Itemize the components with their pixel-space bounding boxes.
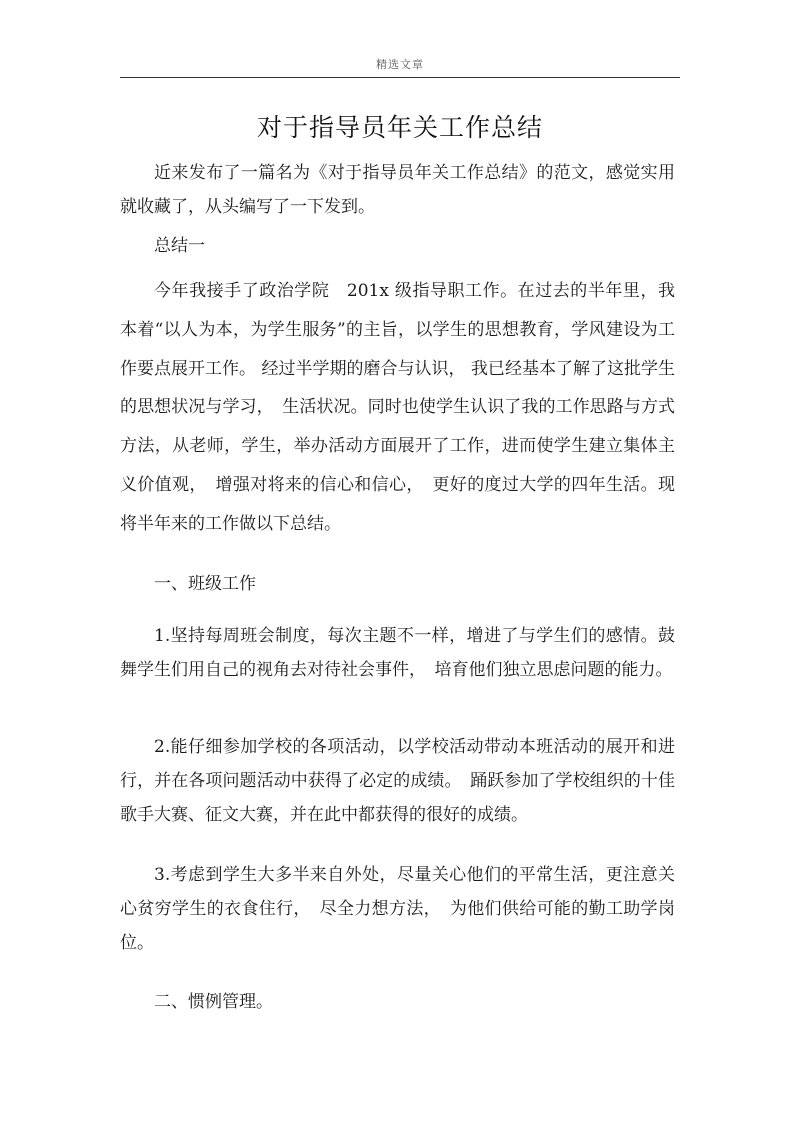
intro-text: 近来发布了一篇名为《对于指导员年关工作总结》的范文，感觉实用就收藏了，从头编写了一下发到。: [120, 163, 675, 217]
summary-paragraph-block: [120, 272, 675, 544]
section-heading-summary: 总结一: [154, 236, 205, 256]
document-title: 对于指导员年关工作总结: [256, 113, 543, 142]
section-heading-class-work: 一、班级工作: [154, 574, 256, 594]
list-item-2: 2.能仔细参加学校的各项活动，以学校活动带动本班活动的展开和进行，并在各项问题活动中获得了必定的成绩。 踊跃参加了学校组织的十佳歌手大赛、征文大赛，并在此中都获得的很好的成绩。: [120, 737, 675, 825]
list-item-1: 1.坚持每周班会制度，每次主题不一样，增进了与学生们的感情。鼓舞学生们用自己的视角去对待社会事件， 培育他们独立思虑问题的能力。: [120, 626, 675, 680]
summary-paragraph: 今年我接手了政治学院 201x 级指导职工作。在过去的半年里，我本着“以人为本，为学生服务”的主旨，以学生的思想教育，学风建设为工作要点展开工作。 经过半学期的磨合与认识， 我已经基本了解了这批学生的思想状况与学习， 生活状况。同时也使学生认识了我的工作思路与方式方法，从老师，学生，举办活动方面展开了工作，进而使学生建立集体主义价值观， 增强对将来的信心和信心， 更好的度过大学的四年生活。现将半年来的工作做以下总结。: [120, 281, 675, 534]
section-two-heading-block: [120, 985, 675, 1019]
intro-paragraph: [120, 156, 675, 224]
item-3-block: [120, 858, 675, 960]
item-1-block: [120, 619, 675, 687]
section-one-heading-block: [120, 567, 675, 601]
list-item-3: 3.考虑到学生大多半来自外处，尽量关心他们的平常生活，更注意关心贫穷学生的衣食住行， 尽全力想方法， 为他们供给可能的勤工助学岗位。: [120, 865, 675, 953]
item-2-block: [120, 730, 675, 832]
header-label: 精选文章: [376, 58, 424, 71]
section-heading-routine-management: 二、惯例管理。: [154, 992, 273, 1012]
header-divider: [120, 77, 680, 78]
summary-heading-block: [120, 229, 675, 263]
